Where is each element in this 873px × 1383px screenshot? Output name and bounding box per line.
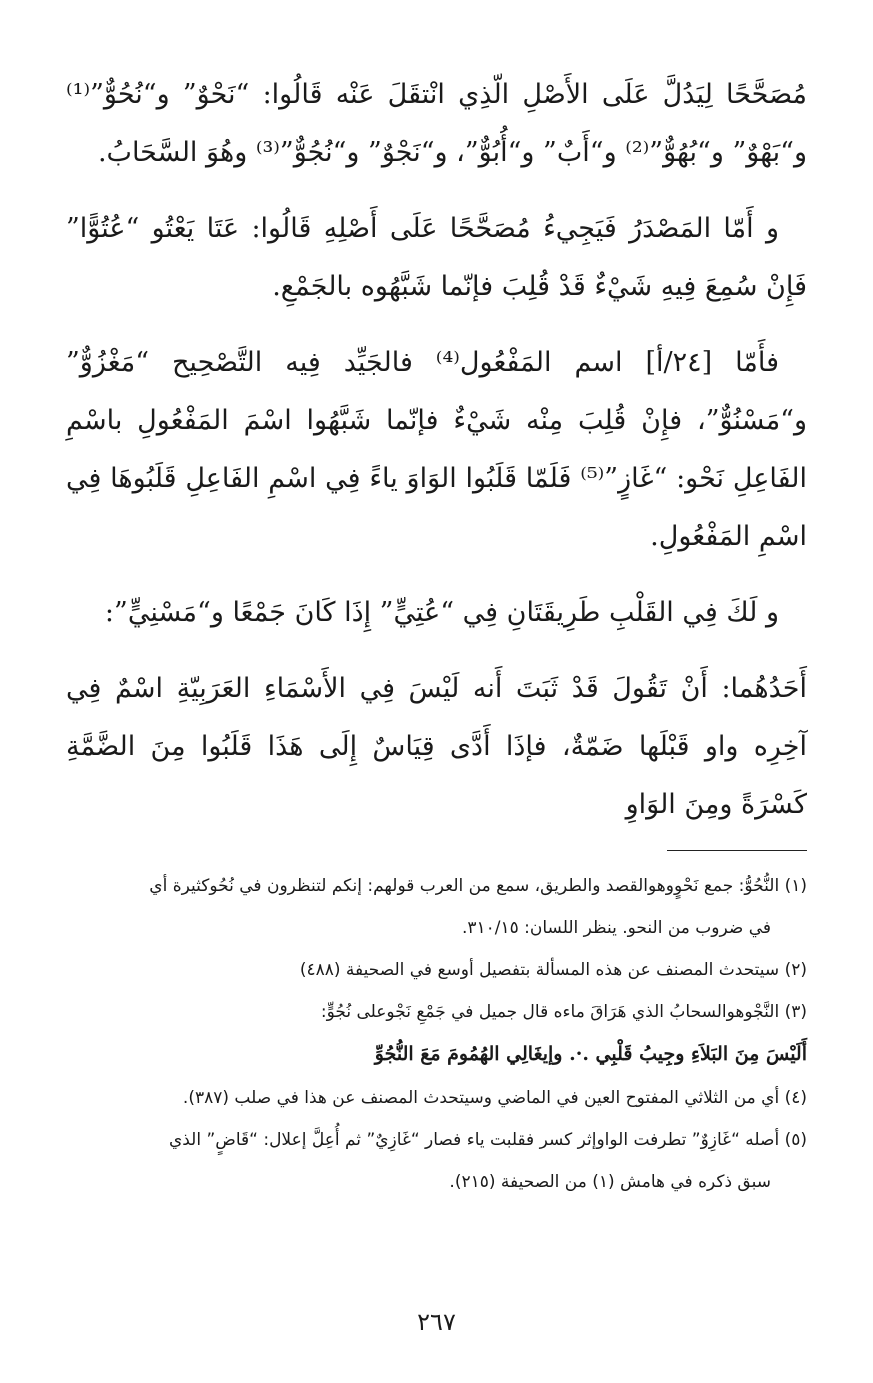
page-number: ٢٦٧ [417, 1308, 456, 1336]
footnote-4: (٤) أي من الثلاثي المفتوح العين في الماضي وسيتحدث المصنف عن هذا في صلب (٣٨٧). [182, 1088, 807, 1108]
main-text [66, 66, 807, 852]
footnotes [62, 868, 807, 1206]
poetry-verse: أَلَيْسَ مِنَ البَلاَءِ وجِيبُ قَلْبِي .·. وإيغَالِي الهُمُومَ مَعَ النُّجُوِّ [374, 1043, 807, 1065]
footnote-5: (٥) أصله “غَازِوٌ” تطرفت الواوإثر كسر فقلبت ياء فصار “غَازِيٌ” ثم أُعِلَّ إعلال: “قَاضٍ” الذي [168, 1130, 807, 1150]
paragraph-2: و أَمّا المَصْدَرُ فَيَجِيءُ مُصَحَّحًا عَلَى أَصْلِهِ قَالُوا: عَتَا يَعْتُو “عُتُوًّا” فَإِنْ سُمِعَ فِيهِ شَيْءٌ قَدْ قُلِبَ فإنّما شَبَّهُوه بالجَمْعِ. [66, 213, 807, 302]
footnote-1: (١) النُّحُوُّ: جمع نَحْوٍوهوالقصد والطريق، سمع من العرب قولهم: إنكم لتنظرون في نُحُوكثيرة أي [149, 876, 807, 896]
footnote-5-continuation: سبق ذكره في هامش (١) من الصحيفة (٢١٥). [449, 1172, 771, 1192]
paragraph-4: و لَكَ فِي القَلْبِ طَرِيقَتَانِ فِي “عُتِيٍّ” إِذَا كَانَ جَمْعًا و“مَسْنِيٍّ”: [104, 597, 779, 628]
paragraph-3: فأَمّا [٢٤/أ] اسم المَفْعُول⁽⁴⁾ فالجَيِّد فِيه التَّصْحِيح “مَغْزُوٌّ” و“مَسْنُوٌّ”، فإِنْ قُلِبَ مِنْه شَيْءٌ فإنّما شَبَّهُوا اسْمَ المَفْعُولِ باسْمِ الفَاعِلِ نَحْو: “غَازٍ”⁽⁵⁾ فَلَمّا قَلَبُوا الوَاوَ ياءً فِي اسْمِ الفَاعِلِ قَلَبُوهَا فِي اسْمِ المَفْعُولِ. [66, 347, 807, 552]
footnote-1-continuation: في ضروب من النحو. ينظر اللسان: ٣١٠/١٥. [461, 918, 771, 938]
footnote-3: (٣) النَّجْوهوالسحابُ الذي هَرَاقَ ماءه قال جميل في جَمْعِ نَجْوعلى نُجُوٍّ: [320, 1002, 807, 1022]
footnote-2: (٢) سيتحدث المصنف عن هذه المسألة بتفصيل أوسع في الصحيفة (٤٨٨) [299, 960, 807, 980]
paragraph-1: مُصَحَّحًا لِيَدُلَّ عَلَى الأَصْلِ الّذِي انْتقَلَ عَنْه قَالُوا: “نَحْوٌ” و“نُحُوٌّ”⁽¹⁾ و“بَهْوٌ” و“بُهُوٌّ”⁽²⁾ و“أَبٌ” و“أُبُوٌّ”، و“نَجْوٌ” و“نُجُوٌّ”⁽³⁾ وهُوَ السَّحَابُ. [66, 79, 807, 168]
footnote-divider [667, 850, 807, 851]
paragraph-5: أَحَدُهُما: أَنْ تَقُولَ قَدْ ثَبَتَ أَنه لَيْسَ فِي الأَسْمَاءِ العَرَبِيّةِ اسْمٌ فِي آخِرِه واو قَبْلَها ضَمّةٌ، فإذَا أَدَّى قِيَاسٌ إِلَى هَذَا قَلَبُوا مِنَ الضَّمَّةِ كَسْرَةً ومِنَ الوَاوِ [66, 673, 807, 820]
